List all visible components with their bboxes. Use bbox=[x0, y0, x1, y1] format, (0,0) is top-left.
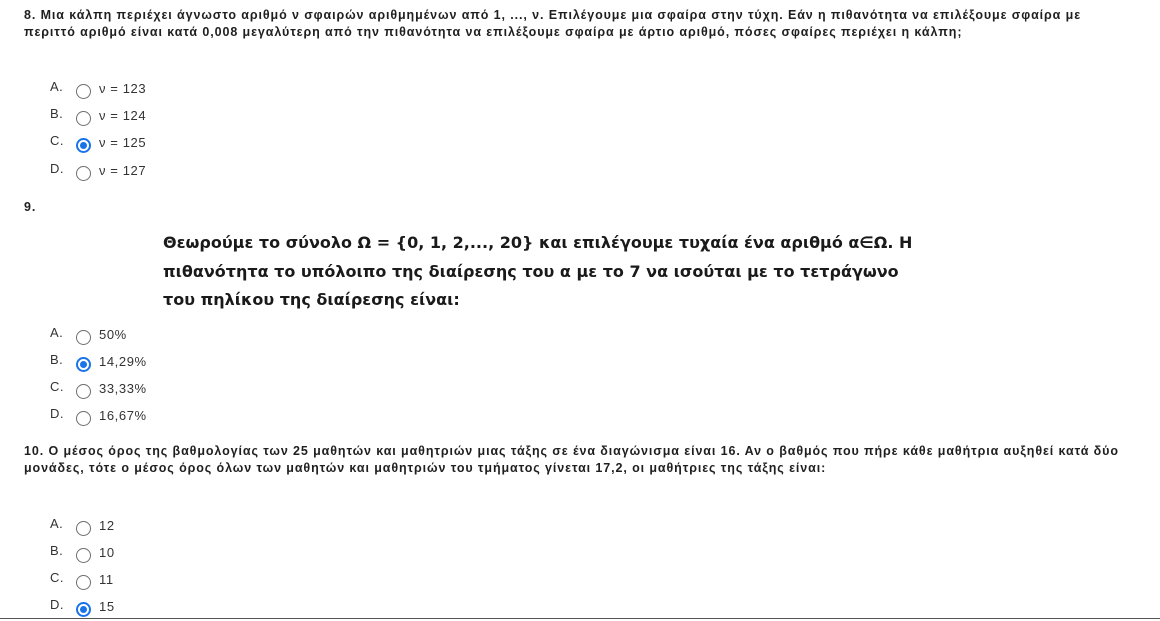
q10-option-a[interactable] bbox=[50, 515, 115, 537]
option-label: 33,33% bbox=[99, 380, 147, 396]
q9-option-d[interactable] bbox=[50, 405, 147, 427]
option-label: 15 bbox=[99, 598, 115, 614]
q10-option-d[interactable] bbox=[50, 596, 115, 618]
radio-button[interactable] bbox=[76, 602, 91, 617]
option-letter: C. bbox=[50, 569, 64, 585]
question-10-text: 10. Ο μέσος όρος της βαθμολογίας των 25 μαθητών και μαθητριών μιας τάξης σε ένα διαγώνισμα είναι 16. Αν ο βαθμός που πήρε κάθε μαθήτρια αυξηθεί κατά δύο μονάδες, τότε ο μέσος όρος όλων των μαθητών και μαθητριών του τμήματος γίνεται 17,2, οι μαθήτριες της τάξης είναι: bbox=[24, 444, 1119, 475]
radio-button[interactable] bbox=[76, 111, 91, 126]
option-label: 16,67% bbox=[99, 407, 147, 423]
question-9-number: 9. bbox=[24, 200, 37, 214]
question-8-text: 8. Μια κάλπη περιέχει άγνωστο αριθμό ν σφαιρών αριθμημένων από 1, ..., ν. Επιλέγουμε μια σφαίρα στην τύχη. Εάν η πιθανότητα να επιλέξουμε σφαίρα με περιττό αριθμό είναι κατά 0,008 μεγαλύτερη από την πιθανότητα να επιλέξουμε σφαίρα με άρτιο αριθμό, πόσες σφαίρες περιέχει η κάλπη; bbox=[24, 8, 1082, 39]
radio-button[interactable] bbox=[76, 166, 91, 181]
q10-option-c[interactable] bbox=[50, 569, 114, 591]
option-letter: A. bbox=[50, 324, 64, 340]
q10-option-b[interactable] bbox=[50, 542, 115, 564]
radio-button[interactable] bbox=[76, 548, 91, 563]
option-label: 11 bbox=[99, 571, 114, 587]
option-letter: B. bbox=[50, 351, 64, 367]
q8-option-a[interactable] bbox=[50, 78, 146, 100]
radio-button[interactable] bbox=[76, 330, 91, 345]
option-letter: C. bbox=[50, 132, 64, 148]
option-letter: A. bbox=[50, 78, 64, 94]
option-label: 12 bbox=[99, 517, 115, 533]
option-label: ν = 123 bbox=[99, 80, 147, 96]
radio-button[interactable] bbox=[76, 384, 91, 399]
option-label: 14,29% bbox=[99, 353, 147, 369]
radio-button[interactable] bbox=[76, 521, 91, 536]
radio-button[interactable] bbox=[76, 411, 91, 426]
q8-option-d[interactable] bbox=[50, 160, 146, 182]
radio-button[interactable] bbox=[76, 84, 91, 99]
option-label: ν = 125 bbox=[99, 134, 147, 150]
question-9-image-text: Θεωρούμε το σύνολο Ω = {0, 1, 2,..., 20} και επιλέγουμε τυχαία ένα αριθμό α∈Ω. Η πιθανότητα το υπόλοιπο της διαίρεσης του α με το 7 να ισούται με το τετράγωνο του πηλίκου της διαίρεσης είναι: bbox=[163, 233, 913, 309]
option-letter: B. bbox=[50, 105, 64, 121]
q9-option-a[interactable] bbox=[50, 324, 127, 346]
option-label: ν = 127 bbox=[99, 162, 147, 178]
radio-button[interactable] bbox=[76, 138, 91, 153]
q8-option-c[interactable] bbox=[50, 132, 146, 154]
option-letter: B. bbox=[50, 542, 64, 558]
option-label: 10 bbox=[99, 544, 115, 560]
radio-button[interactable] bbox=[76, 357, 91, 372]
option-letter: C. bbox=[50, 378, 64, 394]
option-letter: A. bbox=[50, 515, 64, 531]
option-label: 50% bbox=[99, 326, 127, 342]
q9-option-c[interactable] bbox=[50, 378, 147, 400]
option-letter: D. bbox=[50, 596, 64, 612]
page-bottom-divider bbox=[0, 618, 1160, 619]
option-label: ν = 124 bbox=[99, 107, 147, 123]
q9-option-b[interactable] bbox=[50, 351, 147, 373]
option-letter: D. bbox=[50, 405, 64, 421]
option-letter: D. bbox=[50, 160, 64, 176]
q8-option-b[interactable] bbox=[50, 105, 146, 127]
radio-button[interactable] bbox=[76, 575, 91, 590]
